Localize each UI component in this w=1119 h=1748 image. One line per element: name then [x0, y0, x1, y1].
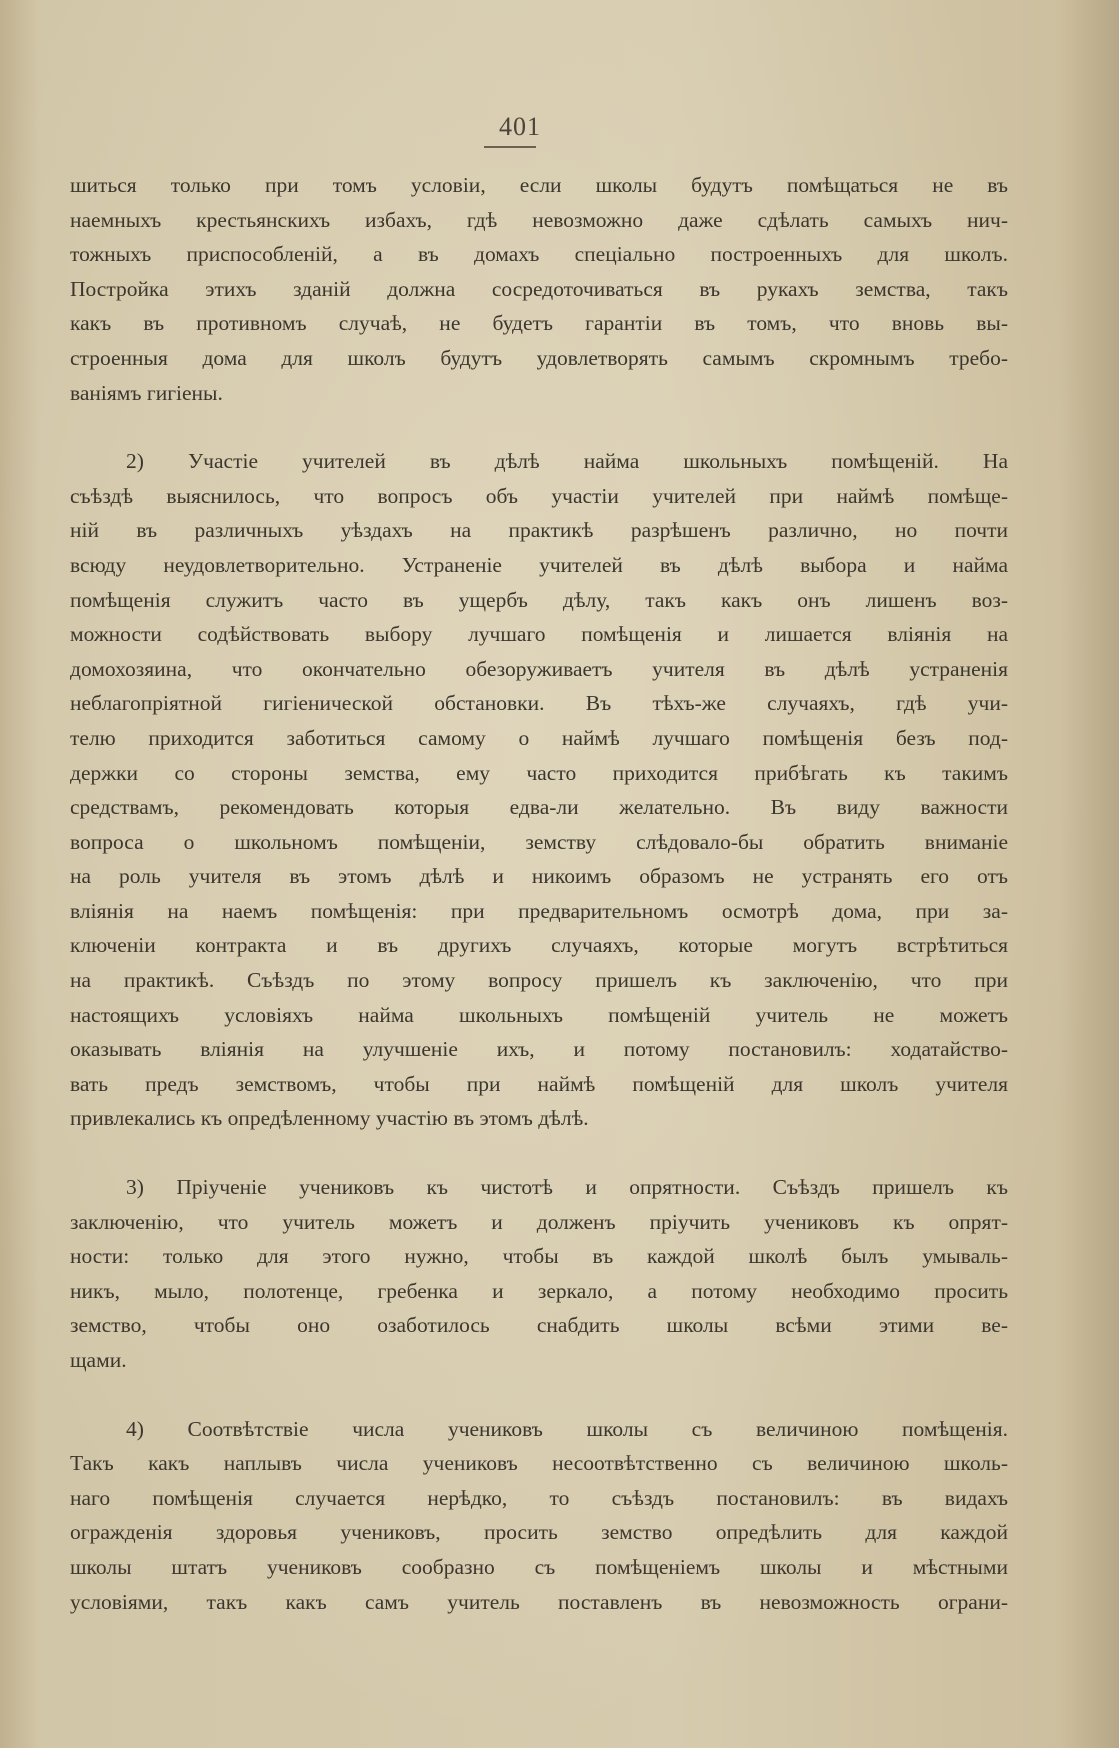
text-line: условіями, такъ какъ самъ учитель поставленъ въ невозможность ограни-	[70, 1589, 1008, 1614]
text-line: щами.	[70, 1348, 127, 1372]
text-line: помѣщенія служитъ часто въ ущербъ дѣлу, такъ какъ онъ лишенъ воз-	[70, 587, 1008, 612]
text-line: привлекались къ опредѣленному участію въ этомъ дѣлѣ.	[70, 1106, 589, 1131]
text-line: наго помѣщенія случается нерѣдко, то съѣздъ постановилъ: въ видахъ	[70, 1485, 1008, 1510]
text-line: земство, чтобы оно озаботилось снабдить школы всѣми этими ве-	[70, 1313, 1008, 1338]
page-number-rule	[484, 146, 536, 148]
paragraph-2	[70, 444, 1008, 1136]
text-line: какъ въ противномъ случаѣ, не будетъ гарантіи въ томъ, что вновь вы-	[70, 311, 1008, 336]
text-line: Постройка этихъ зданій должна сосредоточиваться въ рукахъ земства, такъ	[70, 276, 1008, 301]
text-line: на роль учителя въ этомъ дѣлѣ и никоимъ образомъ не устранять его отъ	[70, 864, 1008, 889]
page-number: 401	[499, 112, 541, 141]
text-line: заключенію, что учитель можетъ и долженъ пріучить учениковъ къ опрят-	[70, 1209, 1008, 1234]
text-line: ваніямъ гигіены.	[70, 380, 223, 405]
text-line: шиться только при томъ условіи, если школы будутъ помѣщаться не въ	[70, 173, 1008, 197]
text-line: телю приходится заботиться самому о наймѣ лучшаго помѣщенія безъ под-	[70, 725, 1008, 750]
paragraph-1	[70, 168, 1008, 410]
text-line: оказывать вліянія на улучшеніе ихъ, и потому постановилъ: ходатайство-	[70, 1037, 1008, 1062]
text-line: съѣздѣ выяснилось, что вопросъ объ участіи учителей при наймѣ помѣще-	[70, 483, 1008, 508]
paragraph-4	[70, 1412, 1008, 1620]
text-line: ній въ различныхъ уѣздахъ на практикѣ разрѣшенъ различно, но почти	[70, 518, 1008, 543]
text-line: вопроса о школьномъ помѣщеніи, земству слѣдовало-бы обратить вниманіе	[70, 829, 1008, 854]
text-line: строенныя дома для школъ будутъ удовлетворять самымъ скромнымъ требо-	[70, 345, 1008, 370]
text-line: средствамъ, рекомендовать которыя едва-ли желательно. Въ виду важности	[70, 795, 1008, 820]
text-line: ности: только для этого нужно, чтобы въ каждой школѣ былъ умываль-	[70, 1244, 1008, 1269]
text-line: вать предъ земствомъ, чтобы при наймѣ помѣщеній для школъ учителя	[70, 1071, 1008, 1096]
text-line: на практикѣ. Съѣздъ по этому вопросу пришелъ къ заключенію, что при	[70, 968, 1008, 993]
text-line: настоящихъ условіяхъ найма школьныхъ помѣщеній учитель не можетъ	[70, 1002, 1008, 1027]
text-line: неблагопріятной гигіенической обстановки. Въ тѣхъ-же случаяхъ, гдѣ учи-	[70, 691, 1008, 716]
text-line: Такъ какъ наплывъ числа учениковъ несоотвѣтственно съ величиною школь-	[70, 1451, 1008, 1476]
text-line: держки со стороны земства, ему часто приходится прибѣгать къ такимъ	[70, 760, 1008, 785]
text-line: 3) Пріученіе учениковъ къ чистотѣ и опрятности. Съѣздъ пришелъ къ	[126, 1175, 1008, 1200]
text-line: огражденія здоровья учениковъ, просить земство опредѣлить для каждой	[70, 1520, 1008, 1545]
text-line: школы штатъ учениковъ сообразно съ помѣщеніемъ школы и мѣстными	[70, 1554, 1008, 1579]
text-line: можности содѣйствовать выбору лучшаго помѣщенія и лишается вліянія на	[70, 622, 1008, 647]
paragraph-3	[70, 1170, 1008, 1378]
text-line: домохозяина, что окончательно обезоруживаетъ учителя въ дѣлѣ устраненія	[70, 656, 1008, 681]
text-line: 4) Соотвѣтствіе числа учениковъ школы съ величиною помѣщенія.	[126, 1416, 1008, 1441]
text-line: 2) Участіе учителей въ дѣлѣ найма школьныхъ помѣщеній. На	[126, 449, 1008, 474]
text-line: тожныхъ приспособленій, а въ домахъ спеціально построенныхъ для школъ.	[70, 242, 1008, 267]
text-line: ключеніи контракта и въ другихъ случаяхъ, которые могутъ встрѣтиться	[70, 933, 1008, 958]
body-text	[70, 168, 1008, 1619]
text-line: всюду неудовлетворительно. Устраненіе учителей въ дѣлѣ выбора и найма	[70, 552, 1008, 577]
text-line: никъ, мыло, полотенце, гребенка и зеркало, а потому необходимо просить	[70, 1278, 1008, 1303]
text-line: наемныхъ крестьянскихъ избахъ, гдѣ невозможно даже сдѣлать самыхъ нич-	[70, 207, 1008, 232]
text-line: вліянія на наемъ помѣщенія: при предварительномъ осмотрѣ дома, при за-	[70, 898, 1008, 923]
